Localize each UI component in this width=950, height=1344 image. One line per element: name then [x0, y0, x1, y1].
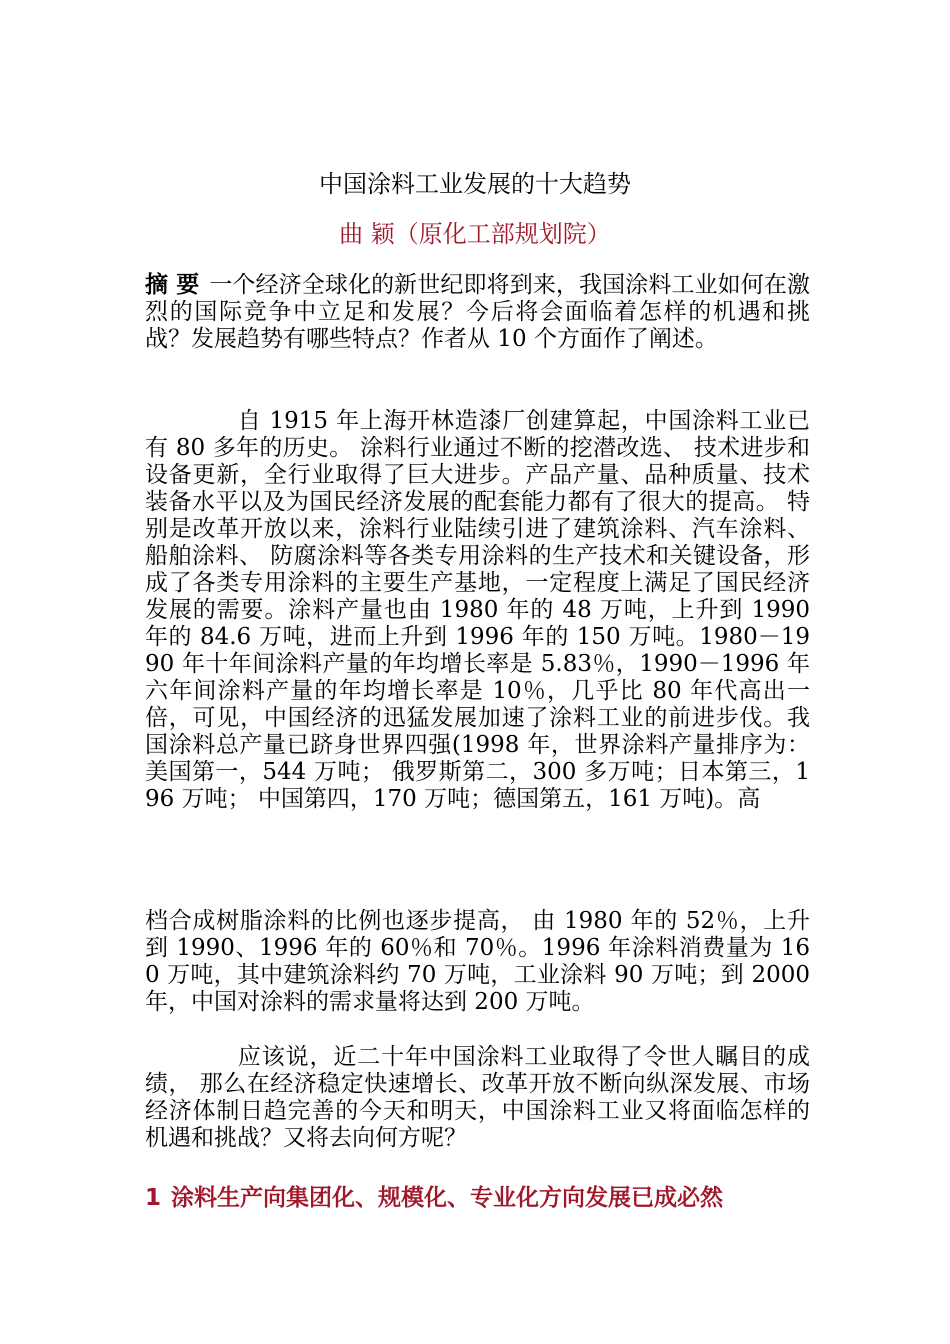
body-paragraph-2 — [145, 1044, 810, 1152]
abstract-text: 一个经济全球化的新世纪即将到来，我国涂料工业如何在激烈的国际竞争中立足和发展？今后将会面临着怎样的机遇和挑战？发展趋势有哪些特点？作者从 10 个方面作了阐述。 — [145, 272, 810, 352]
body-paragraph-1-text: 自 1915 年上海开林造漆厂创建算起，中国涂料工业已有 80 多年的历史。 涂料行业通过不断的挖潜改选、 技术进步和设备更新，全行业取得了巨大进步。产品产量、品种质量、技术装备水平以及为国民经济发展的配套能力都有了很大的提高。 特别是改革开放以来，涂料行业陆续引进了建筑涂料、汽车涂料、 船舶涂料、 防腐涂料等各类专用涂料的生产技术和关键设备，形成了各类专用涂料的主要生产基地，一定程度上满足了国民经济发展的需要。涂料产量也由 1980 年的 48 万吨，上升到 1990 年的 84.6 万吨，进而上升到 1996 年的 150 万吨。1980－1990 年十年间涂料产量的年均增长率是 5.83％，1990－1996 年六年间涂料产量的年均增长率是 10％，几乎比 80 年代高出一倍，可见，中国经济的迅猛发展加速了涂料工业的前进步伐。我国涂料总产量已跻身世界四强(1998 年，世界涂料产量排序为：美国第一，544 万吨； 俄罗斯第二，300 多万吨；日本第三，196 万吨； 中国第四，170 万吨；德国第五，161 万吨)。高 — [145, 408, 810, 812]
author-line: 曲 颖（原化工部规划院） — [339, 220, 611, 248]
abstract — [145, 272, 810, 353]
section-title: 涂料生产向集团化、规模化、专业化方向发展已成必然 — [171, 1185, 724, 1211]
body-paragraph-1 — [145, 408, 810, 813]
body-paragraph-1-continued-text: 档合成树脂涂料的比例也逐步提高， 由 1980 年的 52％，上升到 1990、1996 年的 60％和 70％。1996 年涂料消费量为 160 万吨，其中建筑涂料约 70 万吨，工业涂料 90 万吨；到 2000 年，中国对涂料的需求量将达到 200 万吨。 — [145, 908, 810, 1015]
abstract-label: 摘 要 — [145, 272, 200, 298]
body-paragraph-2-text: 应该说，近二十年中国涂料工业取得了令世人瞩目的成绩， 那么在经济稳定快速增长、改革开放不断向纵深发展、市场经济体制日趋完善的今天和明天，中国涂料工业又将面临怎样的机遇和挑战？又将去向何方呢？ — [145, 1044, 810, 1151]
section-heading-1 — [145, 1183, 845, 1213]
document-title: 中国涂料工业发展的十大趋势 — [319, 170, 631, 198]
section-number: 1 — [145, 1185, 162, 1211]
body-paragraph-1-continued — [145, 908, 810, 1016]
